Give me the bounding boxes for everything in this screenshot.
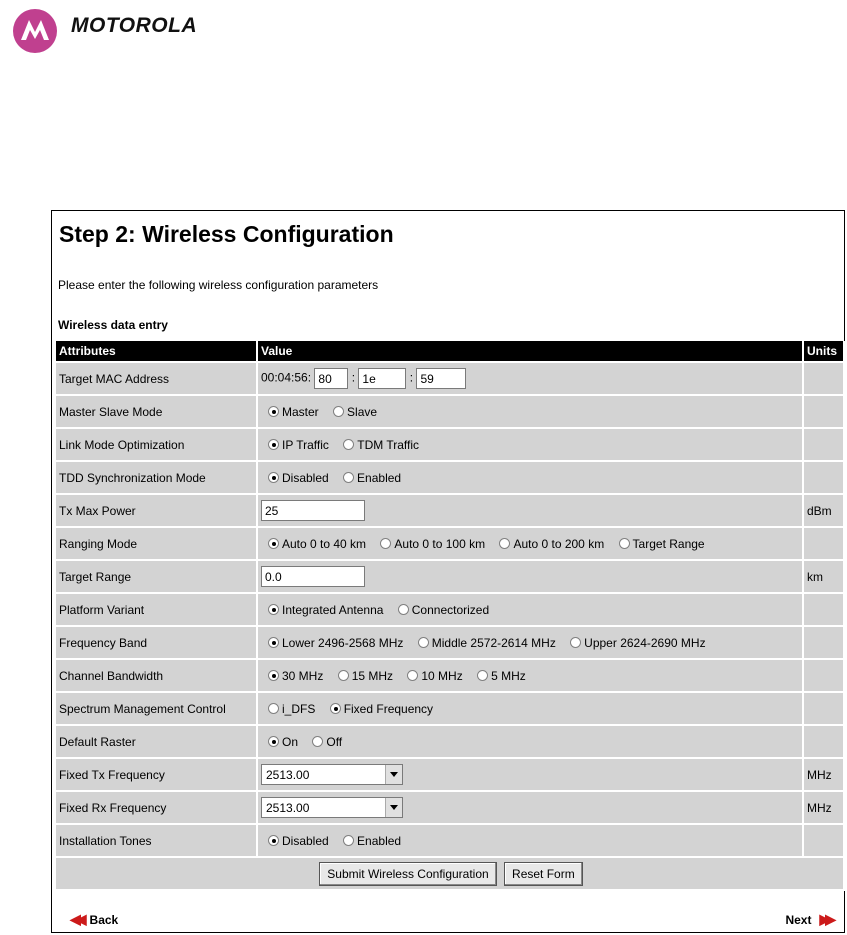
tdd-disabled-label: Disabled	[282, 470, 329, 485]
tdd-enabled-label: Enabled	[357, 470, 402, 485]
ranging-40-label: Auto 0 to 40 km	[282, 536, 367, 551]
slave-radio[interactable]	[333, 406, 344, 417]
raster-on-label: On	[282, 734, 299, 749]
ip-traffic-label: IP Traffic	[282, 437, 329, 452]
band-middle-radio[interactable]	[418, 637, 429, 648]
reset-form-button[interactable]: Reset Form	[504, 862, 583, 886]
bw-10-radio[interactable]	[407, 670, 418, 681]
table-header-row	[56, 341, 845, 363]
tdd-disabled-radio[interactable]	[268, 472, 279, 483]
raster-on-radio[interactable]	[268, 736, 279, 747]
table-row	[56, 429, 845, 462]
back-link[interactable]	[62, 911, 118, 928]
fixed-frequency-label: Fixed Frequency	[343, 701, 434, 716]
tones-disabled-label: Disabled	[282, 833, 329, 848]
mac-byte-2-input[interactable]: 1e	[358, 368, 406, 389]
header-attributes: Attributes	[56, 341, 258, 363]
connectorized-radio[interactable]	[398, 604, 409, 615]
row-label: Platform Variant	[56, 594, 258, 627]
ranging-200-label: Auto 0 to 200 km	[513, 536, 605, 551]
tx-max-power-input[interactable]: 25	[261, 500, 365, 521]
fixed-rx-value: 2513.00	[266, 801, 310, 815]
row-label: TDD Synchronization Mode	[56, 462, 258, 495]
fixed-tx-value: 2513.00	[266, 768, 310, 782]
row-label: Channel Bandwidth	[56, 660, 258, 693]
table-row	[56, 627, 845, 660]
back-label: Back	[89, 912, 119, 927]
row-label: Default Raster	[56, 726, 258, 759]
row-label: Link Mode Optimization	[56, 429, 258, 462]
table-row	[56, 594, 845, 627]
table-row	[56, 462, 845, 495]
band-middle-label: Middle 2572-2614 MHz	[431, 635, 556, 650]
header-units: Units	[804, 341, 845, 363]
table-row	[56, 825, 845, 858]
tones-enabled-label: Enabled	[357, 833, 402, 848]
target-range-unit: km	[804, 561, 845, 594]
button-row	[56, 858, 845, 891]
band-lower-radio[interactable]	[268, 637, 279, 648]
idfs-radio[interactable]	[268, 703, 279, 714]
row-label: Spectrum Management Control	[56, 693, 258, 726]
next-label: Next	[785, 912, 812, 927]
fixed-rx-frequency-select[interactable]	[261, 797, 403, 818]
ip-traffic-radio[interactable]	[268, 439, 279, 450]
integrated-antenna-label: Integrated Antenna	[282, 602, 384, 617]
row-label: Fixed Rx Frequency	[56, 792, 258, 825]
chevron-down-icon[interactable]	[385, 798, 402, 817]
table-row	[56, 495, 845, 528]
ranging-target-radio[interactable]	[619, 538, 630, 549]
row-label: Master Slave Mode	[56, 396, 258, 429]
mac-byte-1-input[interactable]: 80	[314, 368, 348, 389]
bw-30-radio[interactable]	[268, 670, 279, 681]
table-row	[56, 363, 845, 396]
bw-5-radio[interactable]	[477, 670, 488, 681]
brand-name: MOTOROLA	[71, 14, 198, 37]
ranging-40-radio[interactable]	[268, 538, 279, 549]
raster-off-label: Off	[326, 734, 343, 749]
raster-off-radio[interactable]	[312, 736, 323, 747]
band-lower-label: Lower 2496-2568 MHz	[282, 635, 404, 650]
mac-separator: :	[351, 370, 356, 385]
tdm-traffic-label: TDM Traffic	[357, 437, 420, 452]
table-row	[56, 561, 845, 594]
master-radio[interactable]	[268, 406, 279, 417]
table-row	[56, 660, 845, 693]
band-upper-label: Upper 2624-2690 MHz	[584, 635, 706, 650]
slave-label: Slave	[347, 404, 378, 419]
row-label: Tx Max Power	[56, 495, 258, 528]
bw-15-radio[interactable]	[338, 670, 349, 681]
fixed-tx-unit: MHz	[804, 759, 845, 792]
row-units	[804, 363, 845, 396]
motorola-logo-icon	[13, 9, 57, 53]
mac-value	[258, 363, 804, 396]
table-row	[56, 792, 845, 825]
tdm-traffic-radio[interactable]	[343, 439, 354, 450]
table-row	[56, 693, 845, 726]
integrated-antenna-radio[interactable]	[268, 604, 279, 615]
table-row	[56, 528, 845, 561]
fixed-rx-unit: MHz	[804, 792, 845, 825]
row-label: Frequency Band	[56, 627, 258, 660]
bw-15-label: 15 MHz	[351, 668, 394, 683]
double-arrow-left-icon: ◀◀	[70, 911, 82, 927]
header-value: Value	[258, 341, 804, 363]
mac-byte-3-input[interactable]: 59	[416, 368, 466, 389]
ranging-200-radio[interactable]	[499, 538, 510, 549]
bw-10-label: 10 MHz	[421, 668, 463, 683]
row-label: Target MAC Address	[56, 363, 258, 396]
row-label: Installation Tones	[56, 825, 258, 858]
ranging-100-radio[interactable]	[380, 538, 391, 549]
table-row	[56, 726, 845, 759]
idfs-label: i_DFS	[282, 701, 316, 716]
tones-disabled-radio[interactable]	[268, 835, 279, 846]
wireless-config-panel	[51, 210, 845, 933]
tx-power-unit: dBm	[804, 495, 845, 528]
band-upper-radio[interactable]	[570, 637, 581, 648]
master-label: Master	[282, 404, 319, 419]
section-heading: Wireless data entry	[58, 318, 168, 332]
connectorized-label: Connectorized	[411, 602, 490, 617]
page-subtitle: Please enter the following wireless configuration parameters	[58, 278, 379, 292]
table-row	[56, 759, 845, 792]
double-arrow-right-icon: ▶▶	[819, 911, 831, 927]
bw-5-label: 5 MHz	[491, 668, 526, 683]
config-table	[56, 341, 845, 891]
table-row	[56, 396, 845, 429]
row-label: Ranging Mode	[56, 528, 258, 561]
target-range-input[interactable]: 0.0	[261, 566, 365, 587]
next-link[interactable]	[785, 911, 839, 928]
mac-prefix: 00:04:56:	[261, 370, 312, 385]
submit-wireless-configuration-button[interactable]: Submit Wireless Configuration	[319, 862, 496, 886]
ranging-100-label: Auto 0 to 100 km	[394, 536, 486, 551]
page-title: Step 2: Wireless Configuration	[59, 221, 394, 247]
chevron-down-icon[interactable]	[385, 765, 402, 784]
row-label: Fixed Tx Frequency	[56, 759, 258, 792]
fixed-frequency-radio[interactable]	[330, 703, 341, 714]
tones-enabled-radio[interactable]	[343, 835, 354, 846]
mac-separator: :	[409, 370, 414, 385]
ranging-target-label: Target Range	[632, 536, 705, 551]
row-label: Target Range	[56, 561, 258, 594]
tdd-enabled-radio[interactable]	[343, 472, 354, 483]
fixed-tx-frequency-select[interactable]	[261, 764, 403, 785]
bw-30-label: 30 MHz	[282, 668, 324, 683]
